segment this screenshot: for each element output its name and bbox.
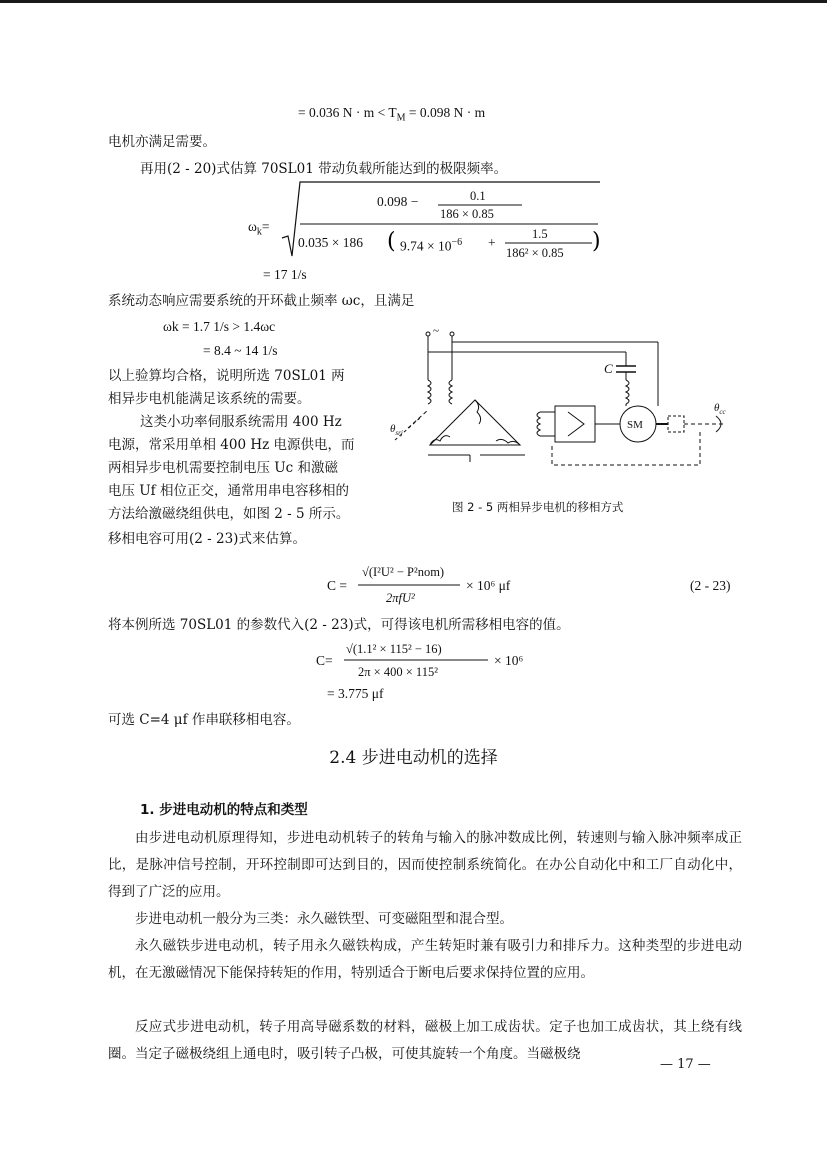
eq223-denominator: 2πfU²	[386, 591, 415, 605]
omega-range: = 8.4 ~ 14 1/s	[203, 343, 278, 358]
formula-inner-num: 0.1	[470, 189, 486, 203]
eq223-factor: × 10⁶ μf	[466, 578, 511, 593]
calc-denominator: 2π × 400 × 115²	[358, 665, 438, 679]
synchro-triangle	[430, 400, 520, 445]
paragraph-1: 由步进电动机原理得知，步进电动机转子的转角与输入的脉冲数成比例，转速则与输入脉冲频率成正比，是脉冲信号控制，开环控制即可达到目的，因而使控制系统简化。在办公自动化中和工厂自动化中，得到了广泛的应用。	[108, 830, 742, 900]
formula-den-a: 0.035 × 186	[298, 235, 363, 250]
page-number: — 17 —	[660, 1057, 711, 1072]
text-reuse-formula: 再用(2 - 20)式估算 70SL01 带动负载所能达到的极限频率。	[140, 161, 508, 177]
amplifier-symbol	[568, 412, 584, 436]
input-transformer	[428, 380, 431, 404]
amplifier-box	[555, 406, 595, 442]
figure-2-5	[395, 332, 724, 465]
left-line-5: 两相异步电机需要控制电压 Uc 和激磁	[108, 460, 339, 476]
paragraph-3: 永久磁铁步进电动机，转子用永久磁铁构成，产生转矩时兼有吸引力和排斥力。这种类型的步进电动机，在无激磁情况下能保持转矩的作用，特别适合于断电后要求保持位置的应用。	[108, 938, 742, 981]
formula-num-top: 0.098 −	[377, 194, 419, 209]
eq223-numerator: √(I²U² − P²nom)	[362, 565, 445, 579]
figure-label-c: C	[604, 361, 613, 376]
formula-den-frac-num: 1.5	[532, 227, 548, 241]
formula-den-plus: +	[488, 235, 496, 250]
left-line-7: 方法给激磁绕组供电，如图 2 - 5 所示。	[108, 506, 350, 522]
figure-caption: 图 2 - 5 两相异步电机的移相方式	[452, 500, 624, 514]
excitation-coil	[626, 380, 629, 404]
figure-label-theta-out: $\theta_{cc}$	[714, 402, 726, 417]
torque-inequality: = 0.036 $N \cdot m < T_M = 0.098$ N · m	[298, 105, 486, 124]
den-paren-open: (	[387, 229, 396, 254]
left-line-4: 电源，常采用单相 400 Hz 电源供电，而	[108, 437, 355, 453]
text-dynamic-response: 系统动态响应需要系统的开环截止频率 ωc，且满足	[108, 293, 415, 309]
den-paren-close: )	[592, 229, 601, 254]
supply-terminal-right	[450, 332, 454, 336]
section-heading: 2.4 步进电动机的选择	[329, 748, 498, 768]
eq223-lhs: C =	[327, 578, 347, 593]
left-line-3: 这类小功率伺服系统需用 400 Hz	[140, 414, 342, 430]
eq223-number: (2 - 23)	[690, 578, 731, 593]
omega-inequality: ωk = 1.7 1/s > 1.4ωc	[163, 319, 276, 334]
left-line-2: 相异步电机能满足该系统的需要。	[108, 391, 311, 407]
figure-label-tilde: ~	[433, 325, 439, 337]
paragraph-4: 反应式步进电动机，转子用高导磁系数的材料，磁极上加工成齿状。定子也加工成齿状，其上绕有线圈。当定子磁极绕组上通电时，吸引转子凸极，可使其旋转一个角度。当磁极绕	[108, 1019, 742, 1062]
formula-result: = 17 1/s	[263, 267, 307, 282]
figure-label-sm: SM	[627, 419, 643, 431]
calc-result: = 3.775 μf	[327, 686, 384, 701]
amp-input-coil	[537, 412, 540, 436]
big-radical-sign	[282, 182, 600, 256]
formula-den-b: $9.74 \times 10^{-6}$	[400, 237, 463, 254]
text-substitute: 将本例所选 70SL01 的参数代入(2 - 23)式，可得该电机所需移相电容的值。	[108, 617, 570, 633]
left-line-8: 移相电容可用(2 - 23)式来估算。	[108, 531, 306, 547]
left-line-1: 以上验算均合格，说明所选 70SL01 两	[108, 368, 345, 384]
text-motor-ok: 电机亦满足需要。	[108, 134, 216, 150]
figure-label-theta-in: $\theta_{srj}$	[390, 423, 403, 438]
left-line-6: 电压 Uf 相位正交，通常用串电容移相的	[108, 483, 349, 499]
gearbox	[668, 416, 684, 432]
supply-terminal-left	[426, 332, 430, 336]
calc-lhs: C=	[316, 653, 333, 668]
paragraph-2: 步进电动机一般分为三类：永久磁铁型、可变磁阻型和混合型。	[135, 911, 513, 927]
formula-den-frac-den: 186² × 0.85	[506, 246, 564, 260]
calc-factor: × 10⁶	[494, 653, 524, 668]
omega-k-label: $\omega_k=$	[248, 219, 270, 238]
formula-inner-den: 186 × 0.85	[440, 207, 494, 221]
subsection-heading: 1. 步进电动机的特点和类型	[140, 802, 308, 818]
calc-numerator: √(1.1² × 115² − 16)	[346, 642, 442, 656]
text-choose-capacitor: 可选 C=4 μf 作串联移相电容。	[108, 712, 300, 728]
